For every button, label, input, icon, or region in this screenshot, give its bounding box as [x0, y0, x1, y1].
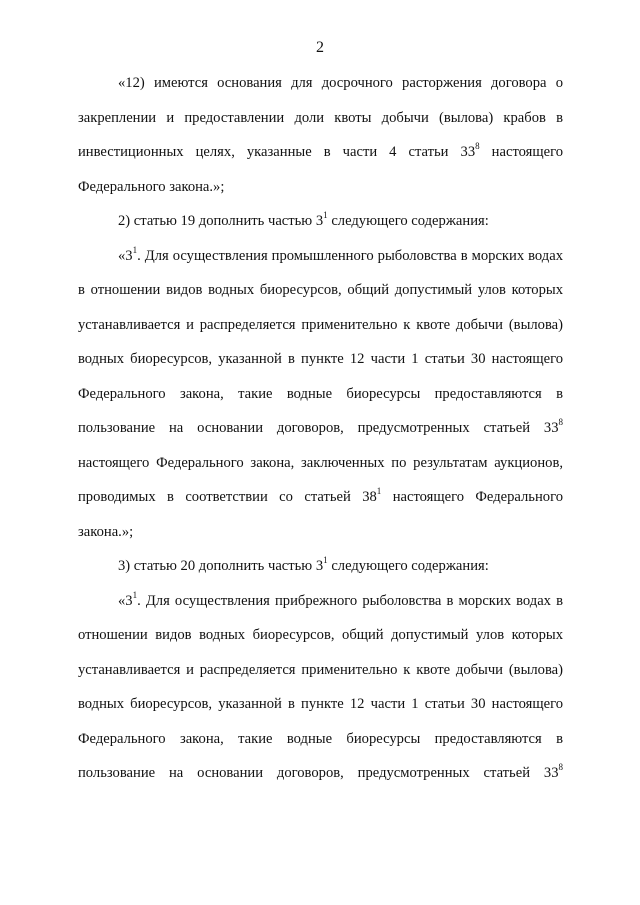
document-body [78, 66, 563, 791]
page-number: 2 [316, 39, 324, 56]
paragraph-text: настоящего Федерального закона, заключенных по результатам аукционов, проводимых в соответствии со статьей 38 [78, 454, 563, 505]
paragraph-p5 [78, 584, 563, 791]
paragraph-text: настоящего Федерального закона.»; [78, 144, 563, 195]
superscript-index: 1 [376, 486, 382, 497]
superscript-index: 8 [558, 417, 563, 428]
paragraph-text: 3) статью 20 дополнить частью 3 [118, 558, 324, 574]
paragraph-text: . Для осуществления прибрежного рыболовства в морских водах в отношении видов водных биоресурсов, общий допустимый улов которых устанавливается и распределяется применительно к квоте добычи (вылова) водных биоресурсов, указанной в пункте 12 части 1 статьи 30 настоящего Федерального закона, такие водные биоресурсы предоставляются в пользование на основании договоров, предусмотренных статьей 33 [78, 592, 563, 781]
paragraph-p4 [78, 549, 563, 584]
paragraph-text: следующего содержания: [327, 558, 489, 574]
superscript-index: 1 [132, 589, 138, 600]
superscript-index: 1 [323, 555, 328, 566]
paragraph-text: «12) имеются основания для досрочного расторжения договора о закреплении и предоставлении доли квоты добычи (вылова) крабов в инвестиционных целях, указанные в части 4 статьи 33 [78, 75, 563, 160]
paragraph-text: «3 [118, 247, 133, 264]
superscript-index: 1 [323, 210, 328, 221]
superscript-index: 8 [558, 762, 563, 773]
paragraph-text: 2) статью 19 дополнить частью 3 [118, 213, 324, 229]
paragraph-p2 [78, 204, 563, 239]
superscript-index: 1 [132, 244, 138, 255]
paragraph-p3 [78, 239, 563, 550]
paragraph-p1 [78, 66, 563, 204]
paragraph-text: настоящего Федерального закона.»; [78, 489, 563, 540]
paragraph-text: . Для осуществления промышленного рыболовства в морских водах в отношении видов водных биоресурсов, общий допустимый улов которых устанавливается и распределяется применительно к квоте добычи (вылова) водных биоресурсов, указанной в пункте 12 части 1 статьи 30 настоящего Федерального закона, такие водные биоресурсы предоставляются в пользование на основании договоров, предусмотренных статьей 33 [78, 247, 563, 436]
paragraph-text: следующего содержания: [327, 213, 489, 229]
paragraph-text: «3 [118, 592, 133, 609]
superscript-index: 8 [475, 141, 480, 152]
